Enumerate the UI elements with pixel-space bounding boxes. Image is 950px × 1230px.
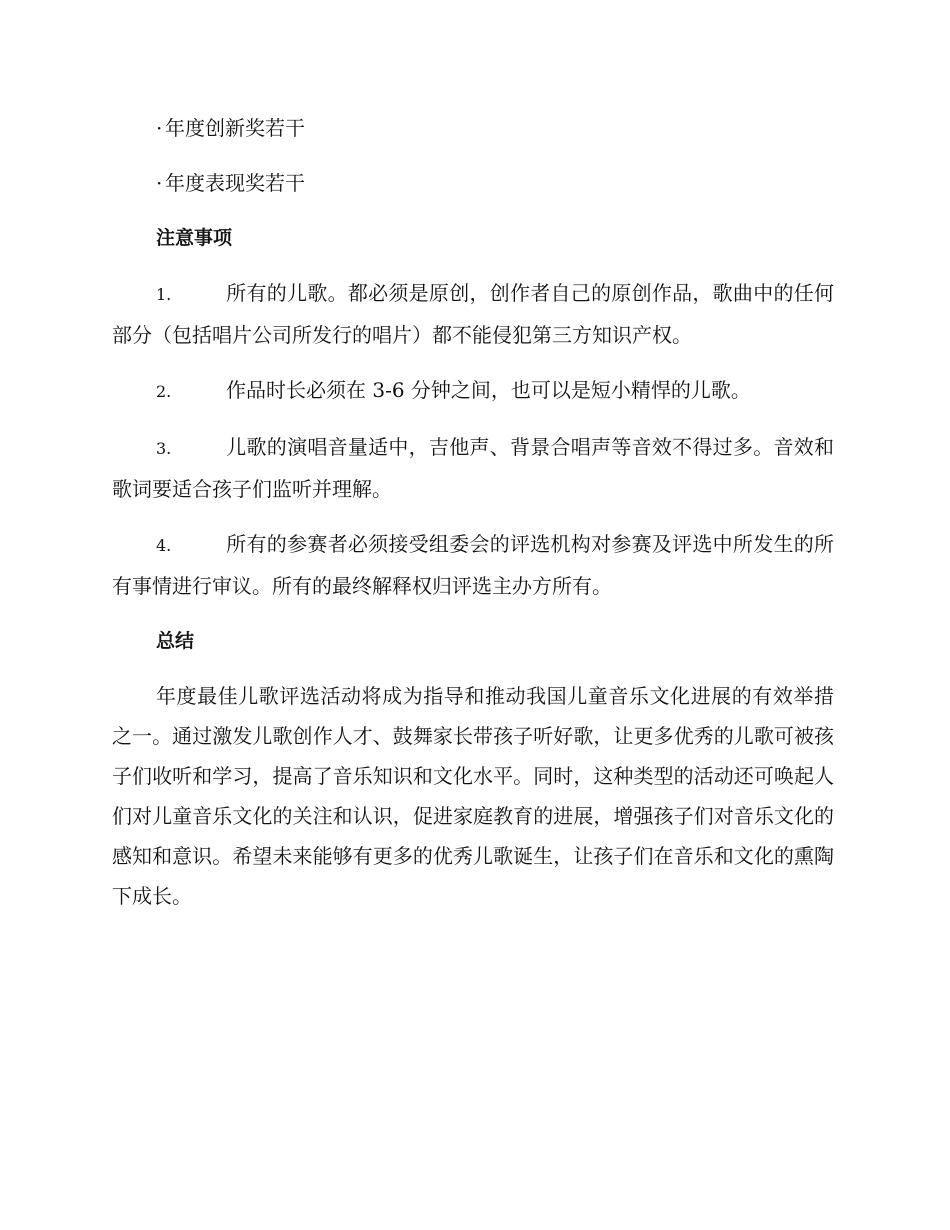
bullet-text: 年度创新奖若干 [165, 116, 305, 140]
bullet-marker: · [156, 116, 163, 140]
note-item-3 [112, 427, 834, 509]
summary-paragraph: 年度最佳儿歌评选活动将成为指导和推动我国儿童音乐文化进展的有效举措之一。通过激发儿歌创作人才、鼓舞家长带孩子听好歌，让更多优秀的儿歌可被孩子们收听和学习，提高了音乐知识和文化水平。同时，这种类型的活动还可唤起人们对儿童音乐文化的关注和认识，促进家庭教育的进展，增强孩子们对音乐文化的感知和意识。希望未来能够有更多的优秀儿歌诞生，让孩子们在音乐和文化的熏陶下成长。 [112, 684, 834, 908]
bullet-item-innovation-award [156, 108, 834, 148]
note-item-1 [112, 273, 834, 355]
note-text: 儿歌的演唱音量适中，吉他声、背景合唱声等音效不得过多。音效和歌词要适合孩子们监听并理解。 [112, 435, 834, 501]
list-number: 1. [156, 285, 172, 304]
list-number: 4. [156, 536, 172, 555]
list-number: 3. [156, 439, 172, 458]
document-body [112, 108, 834, 916]
section-heading-notes: 注意事项 [156, 227, 233, 249]
list-number: 2. [156, 382, 172, 401]
note-item-4 [112, 524, 834, 606]
section-heading-summary: 总结 [156, 630, 195, 652]
bullet-item-performance-award [156, 163, 834, 203]
note-text: 所有的参赛者必须接受组委会的评选机构对参赛及评选中所发生的所有事情进行审议。所有的最终解释权归评选主办方所有。 [112, 532, 834, 598]
bullet-text: 年度表现奖若干 [165, 171, 305, 195]
note-text: 所有的儿歌。都必须是原创，创作者自己的原创作品，歌曲中的任何部分（包括唱片公司所发行的唱片）都不能侵犯第三方知识产权。 [112, 281, 834, 347]
note-text: 作品时长必须在 3-6 分钟之间，也可以是短小精悍的儿歌。 [226, 378, 751, 402]
bullet-marker: · [156, 171, 163, 195]
note-item-2 [112, 370, 834, 412]
